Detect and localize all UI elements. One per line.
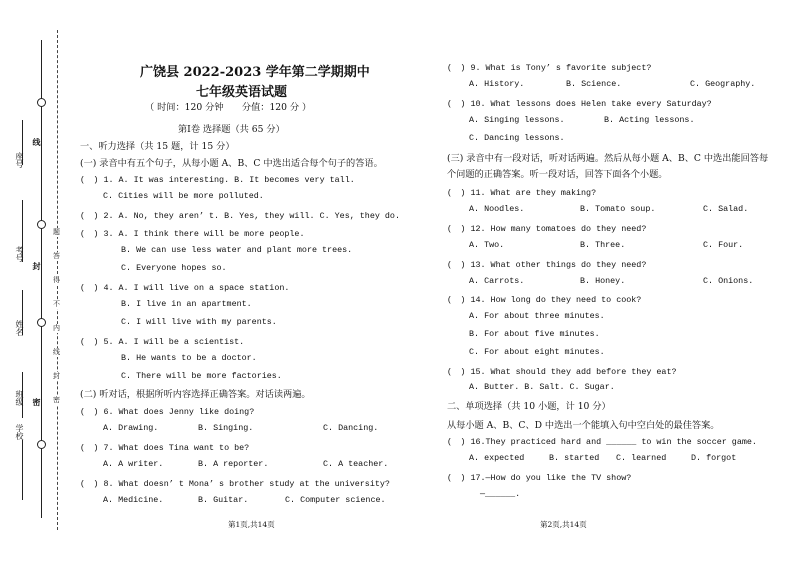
q13-option-b: B. Honey.	[580, 276, 626, 286]
side-mark-line: 线	[32, 138, 42, 146]
q6: ( ) 6. What does Jenny like doing?	[80, 407, 255, 417]
sub1-instruction: (一) 录音中有五个句子，从每小题 A、B、C 中选出适合每个句子的答语。	[80, 158, 383, 169]
q1: ( ) 1. A. It was interesting. B. It becomes very tall.	[80, 175, 355, 185]
q9-option-b: B. Science.	[566, 79, 622, 89]
q16-option-c: C. learned	[616, 453, 667, 463]
q17: ( ) 17.—How do you like the TV show?	[447, 473, 632, 483]
q3: ( ) 3. A. I think there will be more people.	[80, 229, 305, 239]
q16-option-d: D. forgot	[691, 453, 737, 463]
q10: ( ) 10. What lessons does Helen take every Saturday?	[447, 99, 712, 109]
q8-option-c: C. Computer science.	[285, 495, 386, 505]
q12: ( ) 12. How many tomatoes do they need?	[447, 224, 647, 234]
seal-char: 不	[53, 300, 60, 308]
q10-option-c: C. Dancing lessons.	[469, 133, 565, 143]
q6-option-b: B. Singing.	[198, 423, 254, 433]
q14-option-a: A. For about three minutes.	[469, 311, 605, 321]
q11-option-b: B. Tomato soup.	[580, 204, 656, 214]
binding-hole	[37, 220, 46, 229]
q10-option-a: A. Singing lessons.	[469, 115, 565, 125]
page-footer-right: 第2页,共14页	[540, 520, 587, 529]
q11: ( ) 11. What are they making?	[447, 188, 597, 198]
q9-option-a: A. History.	[469, 79, 525, 89]
seal-char: 答	[53, 252, 60, 260]
q3-option-b: B. We can use less water and plant more trees.	[121, 245, 353, 255]
q16-option-a: A. expected	[469, 453, 525, 463]
seal-char: 密	[53, 396, 60, 404]
field-class: 班级	[15, 390, 24, 406]
q2: ( ) 2. A. No, they aren’ t. B. Yes, they will. C. Yes, they do.	[80, 211, 400, 221]
q15-options: A. Butter. B. Salt. C. Sugar.	[469, 382, 615, 392]
q14: ( ) 14. How long do they need to cook?	[447, 295, 642, 305]
q5: ( ) 5. A. I will be a scientist.	[80, 337, 245, 347]
side-mark-secret: 密	[32, 398, 42, 406]
q12-option-a: A. Two.	[469, 240, 505, 250]
q4-option-c: C. I will live with my parents.	[121, 317, 277, 327]
section2-heading: 二、单项选择（共 10 小题，计 10 分）	[447, 401, 611, 412]
binding-margin	[0, 0, 64, 561]
q7-option-c: C. A teacher.	[323, 459, 389, 469]
exam-title-line1: 广饶县 2022-2023 学年第二学期期中	[140, 65, 370, 80]
q4: ( ) 4. A. I will live on a space station.	[80, 283, 290, 293]
section1-heading: 一、听力选择（共 15 题，计 15 分）	[80, 141, 235, 152]
seal-char: 得	[53, 276, 60, 284]
q16: ( ) 16.They practiced hard and ______ to win the soccer game.	[447, 437, 757, 447]
section2-instruction: 从每小题 A、B、C、D 中选出一个能填入句中空白处的最佳答案。	[447, 420, 720, 431]
q14-option-b: B. For about five minutes.	[469, 329, 600, 339]
q7: ( ) 7. What does Tina want to be?	[80, 443, 250, 453]
page-footer-left: 第1页,共14页	[228, 520, 275, 529]
q6-option-a: A. Drawing.	[103, 423, 159, 433]
field-exam-no: 考号	[15, 246, 24, 262]
q9: ( ) 9. What is Tony’ s favorite subject?	[447, 63, 652, 73]
q8-option-a: A. Medicine.	[103, 495, 164, 505]
q15: ( ) 15. What should they add before they eat?	[447, 367, 677, 377]
sub3-instruction-line1: (三) 录音中有一段对话，听对话两遍。然后从每小题 A、B、C 中选出能回答每	[447, 153, 769, 164]
seal-char: 题	[53, 228, 60, 236]
q8: ( ) 8. What doesn’ t Mona’ s brother study at the university?	[80, 479, 390, 489]
q4-option-b: B. I live in an apartment.	[121, 299, 252, 309]
sub2-instruction: (二) 听对话，根据所听内容选择正确答案。对话读两遍。	[80, 389, 311, 400]
q8-option-b: B. Guitar.	[198, 495, 249, 505]
part1-heading: 第Ⅰ卷 选择题（共 65 分）	[178, 124, 285, 135]
exam-title-line2: 七年级英语试题	[196, 85, 288, 100]
q13-option-c: C. Onions.	[703, 276, 754, 286]
seal-char: 封	[53, 372, 60, 380]
field-seat: 座号	[15, 152, 24, 168]
q7-option-a: A. A writer.	[103, 459, 164, 469]
sub3-instruction-line2: 个问题的正确答案。听一段对话，回答下面各个小题。	[447, 169, 668, 180]
binding-hole	[37, 318, 46, 327]
field-name: 姓名	[15, 320, 24, 336]
q5-option-b: B. He wants to be a doctor.	[121, 353, 257, 363]
side-mark-seal: 封	[32, 262, 42, 270]
seal-char: 线	[53, 348, 60, 356]
seal-char: 内	[53, 324, 60, 332]
q13: ( ) 13. What other things do they need?	[447, 260, 647, 270]
field-school: 学校	[15, 424, 24, 440]
q17-blank: —______.	[480, 489, 521, 499]
q12-option-b: B. Three.	[580, 240, 626, 250]
q11-option-c: C. Salad.	[703, 204, 749, 214]
q13-option-a: A. Carrots.	[469, 276, 525, 286]
q10-option-b: B. Acting lessons.	[604, 115, 695, 125]
q12-option-c: C. Four.	[703, 240, 744, 250]
field-underline	[22, 440, 23, 500]
binding-hole	[37, 98, 46, 107]
q3-option-c: C. Everyone hopes so.	[121, 263, 227, 273]
q9-option-c: C. Geography.	[690, 79, 756, 89]
q7-option-b: B. A reporter.	[198, 459, 269, 469]
binding-hole	[37, 440, 46, 449]
q16-option-b: B. started	[549, 453, 600, 463]
q11-option-a: A. Noodles.	[469, 204, 525, 214]
q5-option-c: C. There will be more factories.	[121, 371, 282, 381]
q6-option-c: C. Dancing.	[323, 423, 379, 433]
q14-option-c: C. For about eight minutes.	[469, 347, 605, 357]
q1-option-c: C. Cities will be more polluted.	[103, 191, 264, 201]
exam-meta: （ 时间：120 分钟 分值：120 分 ）	[145, 102, 312, 113]
